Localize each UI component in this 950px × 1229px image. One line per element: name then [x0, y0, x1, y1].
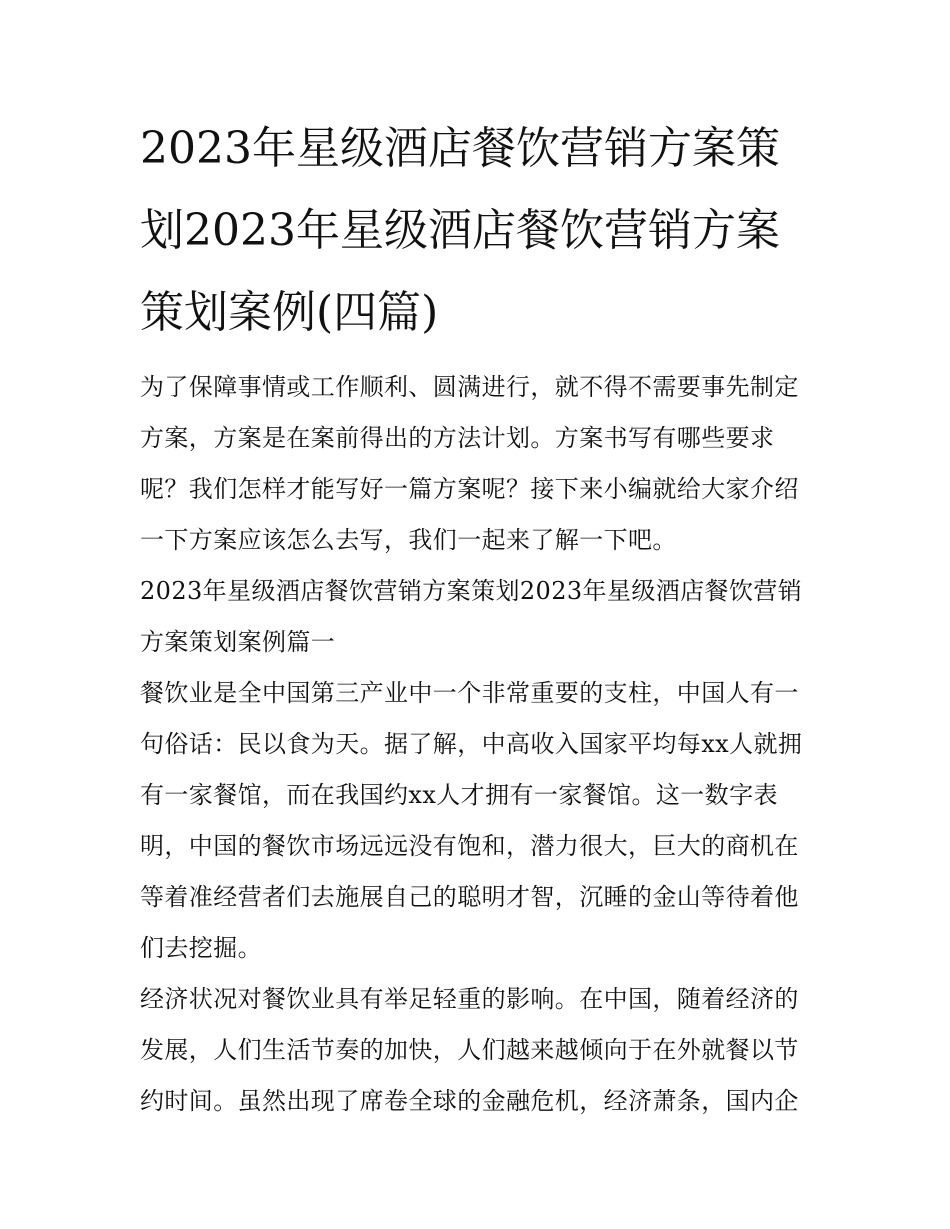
body-paragraph: 经济状况对餐饮业具有举足轻重的影响。在中国，随着经济的发展，人们生活节奏的加快，人们越来越倾向于在外就餐以节约时间。虽然出现了席卷全球的金融危机，经济萧条，国内企	[140, 985, 799, 1115]
body-paragraph: 餐饮业是全中国第三产业中一个非常重要的支柱，中国人有一句俗话：民以食为天。据了解，中高收入国家平均每xx人就拥有一家餐馆，而在我国约xx人才拥有一家餐馆。这一数字表明，中国的餐饮市场远远没有饱和，潜力很大，巨大的商机在等着准经营者们去施展自己的聪明才智，沉睡的金山等待着他们去挖掘。	[140, 679, 803, 962]
document-page	[140, 108, 820, 1127]
section-heading: 2023年星级酒店餐饮营销方案策划2023年星级酒店餐饮营销方案策划案例篇一	[140, 577, 803, 656]
document-title: 2023年星级酒店餐饮营销方案策划2023年星级酒店餐饮营销方案策划案例(四篇)	[140, 123, 780, 338]
intro-paragraph: 为了保障事情或工作顺利、圆满进行，就不得不需要事先制定方案，方案是在案前得出的方法计划。方案书写有哪些要求呢？我们怎样才能写好一篇方案呢？接下来小编就给大家介绍一下方案应该怎么去写，我们一起来了解一下吧。	[140, 373, 799, 554]
